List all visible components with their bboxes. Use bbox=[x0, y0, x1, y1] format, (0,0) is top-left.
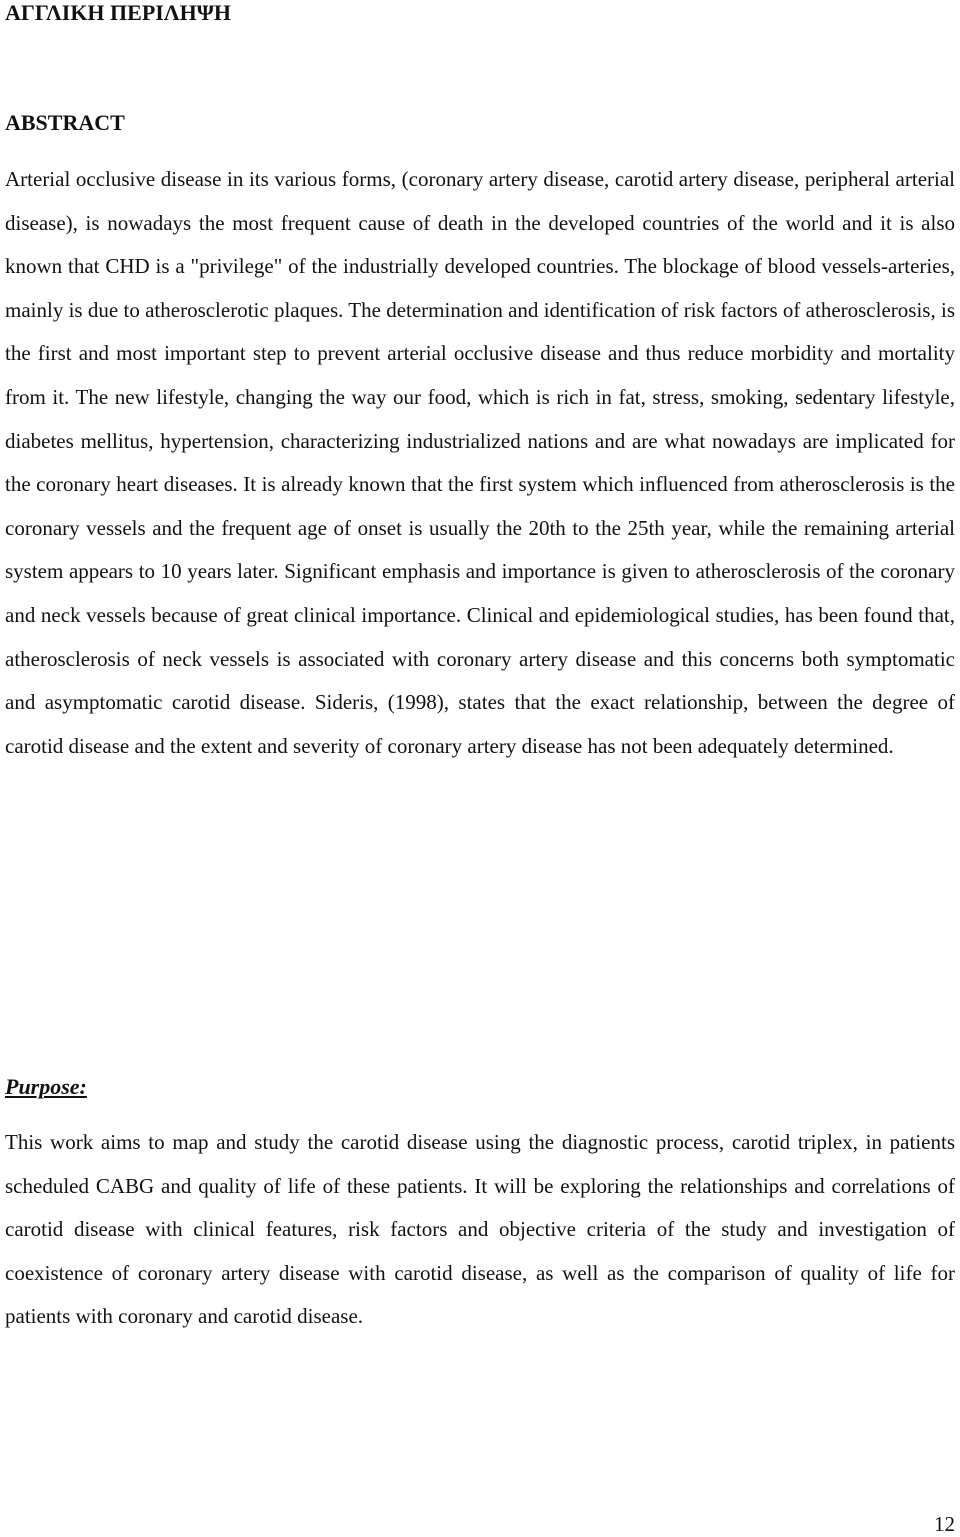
abstract-heading: ABSTRACT bbox=[5, 110, 125, 135]
abstract-paragraph: Arterial occlusive disease in its various forms, (coronary artery disease, carotid artery disease, peripheral arterial disease), is nowadays the most frequent cause of death in the developed countries of the world and it is also known that CHD is a "privilege" of the industrially developed countries. The blockage of blood vessels-arteries, mainly is due to atherosclerotic plaques. The determination and identification of risk factors of atherosclerosis, is the first and most important step to prevent arterial occlusive disease and thus reduce morbidity and mortality from it. The new lifestyle, changing the way our food, which is rich in fat, stress, smoking, sedentary lifestyle, diabetes mellitus, hypertension, characterizing industrialized nations and are what nowadays are implicated for the coronary heart diseases. It is already known that the first system which influenced from atherosclerosis is the coronary vessels and the frequent age of onset is usually the 20th to the 25th year, while the remaining arterial system appears to 10 years later. Significant emphasis and importance is given to atherosclerosis of the coronary and neck vessels because of great clinical importance. Clinical and epidemiological studies, has been found that, atherosclerosis of neck vessels is associated with coronary artery disease and this concerns both symptomatic and asymptomatic carotid disease. Sideris, (1998), states that the exact relationship, between the degree of carotid disease and the extent and severity of coronary artery disease has not been adequately determined. bbox=[5, 167, 955, 758]
purpose-paragraph: This work aims to map and study the carotid disease using the diagnostic process, carotid triplex, in patients scheduled CABG and quality of life of these patients. It will be exploring the relationships and correlations of carotid disease with clinical features, risk factors and objective criteria of the study and investigation of coexistence of coronary artery disease with carotid disease, as well as the comparison of quality of life for patients with coronary and carotid disease. bbox=[5, 1130, 955, 1329]
page-number: 12 bbox=[934, 1512, 955, 1536]
document-header-title: ΑΓΓΛΙΚΗ ΠΕΡΙΛΗΨΗ bbox=[5, 0, 231, 25]
purpose-heading: Purpose: bbox=[5, 1074, 87, 1099]
